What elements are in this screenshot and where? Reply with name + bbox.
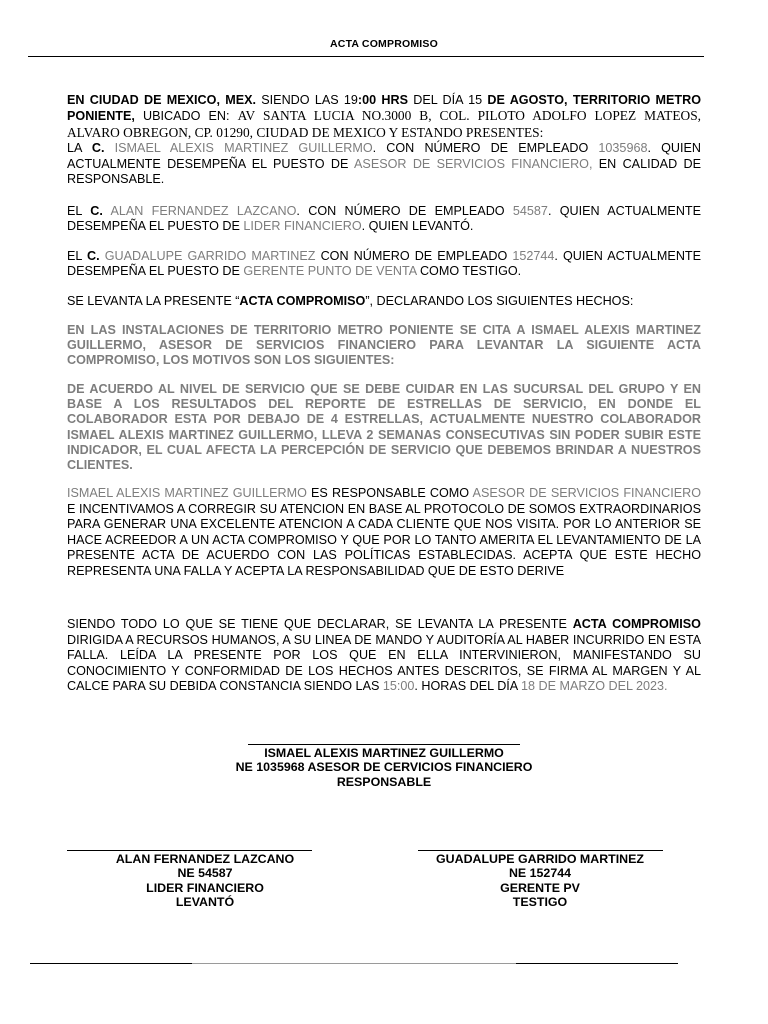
p3-text-3: . QUIEN ACTUALMENTE DESEMPEÑA EL PUESTO DE <box>67 204 702 234</box>
levanto-signature-line <box>67 850 312 851</box>
declaration-paragraph <box>67 294 701 309</box>
responsable-sig-detail: NE 1035968 ASESOR DE CERVICIOS FINANCIERO <box>235 760 533 775</box>
p8-text-2: E INCENTIVAMOS A CORREGIR SU ATENCION EN BASE AL PROTOCOLO DE SOMOS EXTRAORDINARIOS PARA GENERAR UNA EXCELENTE ATENCION A CADA CLIENTE QUE NOS VISITA. POR LO ANTERIOR SE HACE ACREEDOR A UN ACTA COMPROMISO Y QUE POR LO TANTO AMERITA EL LEVANTAMIENTO DE LA PRESENTE ACTA DE ACUERDO CON LAS POLÍTICAS ESTABLECIDAS. ACEPTA QUE ESTE HECHO REPRESENTA UNA FALLA Y ACEPTA LA RESPONSABILIDAD QUE DE ESTO DERIVE <box>67 501 701 578</box>
facts-paragraph: EN LAS INSTALACIONES DE TERRITORIO METRO PONIENTE SE CITA A ISMAEL ALEXIS MARTINEZ GUILLERMO, ASESOR DE SERVICIOS FINANCIERO PARA LEVANTAR LA SIGUIENTE ACTA COMPROMISO, LOS MOTIVOS SON LOS SIGUIENTES: <box>67 323 701 367</box>
p4-text-3: . QUIEN ACTUALMENTE DESEMPEÑA EL PUESTO DE <box>67 249 702 279</box>
responsable-signature-block <box>204 746 564 789</box>
p8-position: ASESOR DE SERVICIOS FINANCIERO <box>472 486 701 500</box>
p5-text-2: ”, DECLARANDO LOS SIGUIENTES HECHOS: <box>365 294 634 308</box>
document-title: ACTA COMPROMISO <box>330 38 438 50</box>
responsable-signature-line <box>248 744 520 745</box>
levanto-name: ALAN FERNANDEZ LAZCANO <box>102 204 297 218</box>
testigo-sig-name: GUADALUPE GARRIDO MARTINEZ <box>436 852 644 866</box>
levanto-sig-number: NE 54587 <box>177 866 233 881</box>
location-city: EN CIUDAD DE MEXICO, MEX. <box>67 93 257 107</box>
closing-paragraph <box>67 617 701 695</box>
intro-text-3: UBICADO EN: <box>134 109 238 124</box>
p5-acta: ACTA COMPROMISO <box>239 294 366 308</box>
levanto-signature-block <box>95 852 315 910</box>
p3-text-2: . CON NÚMERO DE EMPLEADO <box>296 204 513 218</box>
p4-text-2: CON NÚMERO DE EMPLEADO <box>315 249 513 263</box>
intro-text-2: DEL DÍA 15 <box>407 93 488 107</box>
testigo-sig-number: NE 152744 <box>508 866 571 881</box>
levanto-sig-position: LIDER FINANCIERO <box>146 880 264 895</box>
testigo-sig-position: GERENTE PV <box>500 880 580 895</box>
closing-date: 18 DE MARZO DEL 2023 <box>521 679 665 693</box>
footer-rule-center <box>192 963 516 964</box>
p2-text: LA <box>67 141 92 156</box>
testigo-signature-block <box>420 852 660 910</box>
responsable-sig-name: ISMAEL ALEXIS MARTINEZ GUILLERMO <box>264 746 504 760</box>
p9-text-2: DIRIGIDA A RECURSOS HUMANOS, A SU LINEA DE MANDO Y AUDITORÍA AL HABER INCURRIDO EN ESTA FALLA. LEÍDA LA PRESENTE POR LOS QUE EN ELLA INTERVINIERON, MANIFESTANDO SU CONOCIMIENTO Y CONFORMIDAD DE LOS HECHOS ANTES DESCRITOS, SE FIRMA AL MARGEN Y AL CALCE PARA SU DEBIDA CONSTANCIA SIENDO LAS <box>67 632 701 693</box>
levanto-position: LIDER FINANCIERO <box>243 219 362 234</box>
p4-text: EL <box>67 249 88 263</box>
p9-acta: ACTA COMPROMISO <box>572 617 701 631</box>
testigo-employee-number: 152744 <box>512 249 555 263</box>
intro-text: SIENDO LAS 19 <box>256 93 358 107</box>
intro-time: :00 HRS <box>357 93 408 107</box>
levanto-sig-name: ALAN FERNANDEZ LAZCANO <box>115 852 295 866</box>
testigo-position: GERENTE PUNTO DE VENTA <box>243 264 417 279</box>
responsable-position: ASESOR DE SERVICIOS FINANCIERO, <box>354 156 593 171</box>
p4-text-4: COMO TESTIGO. <box>416 264 522 279</box>
testigo-sig-role: TESTIGO <box>512 895 568 910</box>
reasons-paragraph: DE ACUERDO AL NIVEL DE SERVICIO QUE SE DEBE CUIDAR EN LAS SUCURSAL DEL GRUPO Y EN BASE A LOS RESULTADOS DEL REPORTE DE ESTRELLAS DE SERVICIO, EN DONDE EL COLABORADOR ESTA POR DEBAJO DE 4 ESTRELLAS, ACTUALMENTE NUESTRO COLABORADOR ISMAEL ALEXIS MARTINEZ GUILLERMO, LLEVA 2 SEMANAS CONSECUTIVAS SIN PODER SUBIR ESTE INDICADOR, EL CUAL AFECTA LA PERCEPCIÓN DE SERVICIO QUE DEBEMOS BRINDAR A NUESTROS CLIENTES. <box>67 382 701 473</box>
responsable-name: ISMAEL ALEXIS MARTINEZ GUILLERMO <box>104 141 373 156</box>
footer-rule-left <box>30 963 192 964</box>
p4-title: C. <box>87 249 100 263</box>
intro-paragraph <box>67 93 701 187</box>
responsibility-paragraph <box>67 486 701 580</box>
p9-text-3: . HORAS DEL DÍA <box>414 679 522 693</box>
p2-text-2: . CON NÚMERO DE EMPLEADO <box>372 141 599 156</box>
testigo-paragraph <box>67 249 701 280</box>
intro-date-place: DE AGOSTO, TERRITORIO METRO PONIENTE, <box>67 93 701 124</box>
p8-name: ISMAEL ALEXIS MARTINEZ GUILLERMO <box>67 486 307 500</box>
responsable-employee-number: 1035968 <box>598 141 648 156</box>
testigo-signature-line <box>418 850 663 851</box>
p5-text: SE LEVANTA LA PRESENTE “ <box>67 294 240 308</box>
responsable-sig-role: RESPONSABLE <box>336 774 432 789</box>
levanto-employee-number: 54587 <box>512 204 548 218</box>
p8-text: ES RESPONSABLE COMO <box>306 486 473 500</box>
levanto-paragraph <box>67 204 701 235</box>
p3-text-4: . QUIEN LEVANTÓ. <box>361 219 474 234</box>
levanto-sig-role: LEVANTÓ <box>175 895 235 910</box>
p2-text-4: EN CALIDAD DE RESPONSABLE. <box>67 156 701 187</box>
p9-end: . <box>664 679 668 693</box>
header-divider <box>28 56 704 57</box>
p2-title: C. <box>91 141 105 156</box>
footer-rule-right <box>516 963 678 964</box>
p2-text-3: . QUIEN ACTUALMENTE DESEMPEÑA EL PUESTO DE <box>67 141 702 171</box>
p3-text: EL <box>67 204 91 218</box>
intro-address: AV SANTA LUCIA NO.3000 B, COL. PILOTO ADOLFO LOPEZ MATEOS, ALVARO OBREGON, CP. 01290, CIUDAD DE MEXICO Y ESTANDO PRESENTES: <box>67 108 701 140</box>
testigo-name: GUADALUPE GARRIDO MARTINEZ <box>99 249 316 263</box>
closing-time: 15:00 <box>382 679 415 693</box>
p9-text: SIENDO TODO LO QUE SE TIENE QUE DECLARAR, SE LEVANTA LA PRESENTE <box>67 617 573 631</box>
p3-title: C. <box>90 204 103 218</box>
